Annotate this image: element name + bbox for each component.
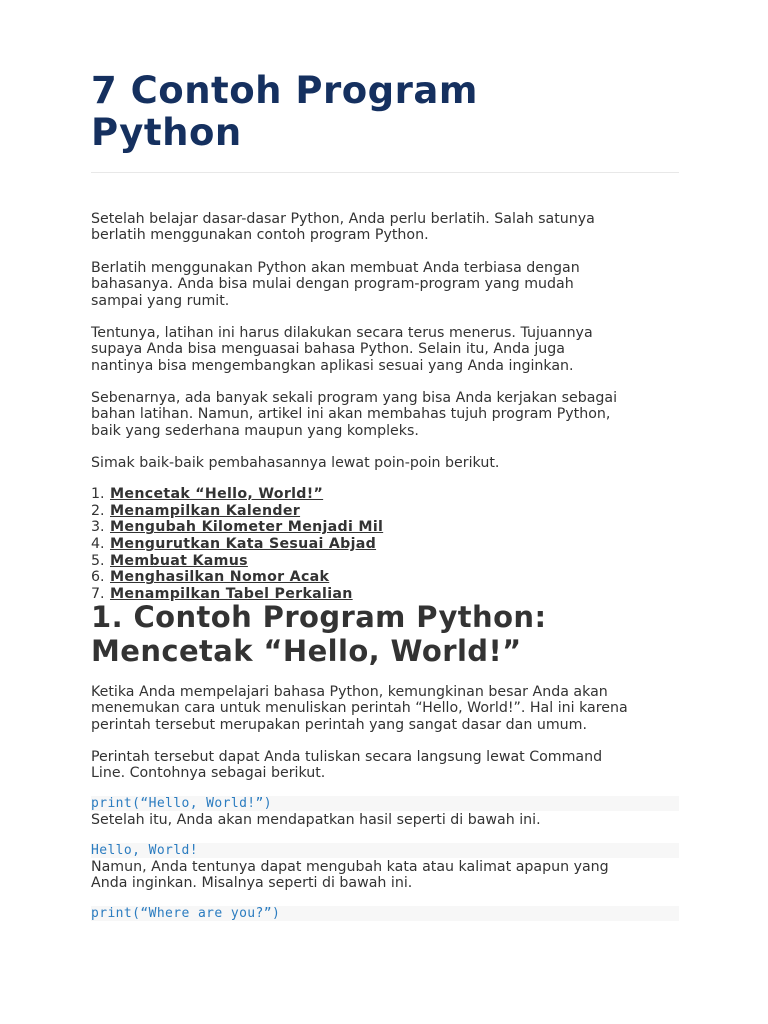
toc-item: 5. Membuat Kamus xyxy=(91,552,248,569)
intro-paragraph-2: Berlatih menggunakan Python akan membuat Anda terbiasa dengan bahasanya. Anda bisa mulai dengan program-program yang mudah sampai yang rumit. xyxy=(91,260,580,309)
section-1-title: 1. Contoh Program Python: Mencetak “Hello, World!” xyxy=(91,600,547,668)
toc-link-hello-world[interactable]: Mencetak “Hello, World!” xyxy=(110,486,324,502)
toc-link-tabel-perkalian[interactable]: Menampilkan Tabel Perkalian xyxy=(110,586,353,603)
toc-link-nomor-acak[interactable]: Menghasilkan Nomor Acak xyxy=(110,569,330,586)
toc-item: 7. Menampilkan Tabel Perkalian xyxy=(91,586,353,603)
toc-link-kalender[interactable]: Menampilkan Kalender xyxy=(110,502,301,519)
intro-paragraph-4: Sebenarnya, ada banyak sekali program yang bisa Anda kerjakan sebagai bahan latihan. Namun, artikel ini akan membahas tujuh program Python, baik yang sederhana maupun yang kompleks. xyxy=(91,390,618,439)
section-1-paragraph-2: Perintah tersebut dapat Anda tuliskan secara langsung lewat Command Line. Contohnya sebagai berikut. xyxy=(91,749,603,782)
section-1-paragraph-4: Namun, Anda tentunya dapat mengubah kata atau kalimat apapun yang Anda inginkan. Misalnya seperti di bawah ini. xyxy=(91,859,609,892)
code-block-print-where: print(“Where are you?”) xyxy=(91,906,679,921)
title-divider xyxy=(91,172,679,173)
code-block-output-hello: Hello, World! xyxy=(91,843,679,858)
section-1-paragraph-1: Ketika Anda mempelajari bahasa Python, kemungkinan besar Anda akan menemukan cara untuk menuliskan perintah “Hello, World!”. Hal ini karena perintah tersebut merupakan perintah yang sangat dasar dan umum. xyxy=(91,684,628,733)
toc-link-kamus[interactable]: Membuat Kamus xyxy=(110,552,248,569)
toc-link-urutkan-kata[interactable]: Mengurutkan Kata Sesuai Abjad xyxy=(110,536,377,553)
toc-item: 3. Mengubah Kilometer Menjadi Mil xyxy=(91,519,384,536)
intro-paragraph-3: Tentunya, latihan ini harus dilakukan secara terus menerus. Tujuannya supaya Anda bisa menguasai bahasa Python. Selain itu, Anda juga nantinya bisa mengembangkan aplikasi sesuai yang Anda inginkan. xyxy=(91,325,593,374)
toc-item: 1. Mencetak “Hello, World!” xyxy=(91,486,324,502)
section-1-paragraph-3: Setelah itu, Anda akan mendapatkan hasil seperti di bawah ini. xyxy=(91,812,541,828)
page-title-line-1: 7 Contoh Program xyxy=(91,69,478,112)
page-title-line-2: Python xyxy=(91,111,242,154)
table-of-contents xyxy=(91,486,383,603)
toc-link-kilometer-mil[interactable]: Mengubah Kilometer Menjadi Mil xyxy=(110,519,384,536)
toc-item: 6. Menghasilkan Nomor Acak xyxy=(91,569,330,586)
page-title xyxy=(91,70,478,154)
intro-paragraph-5: Simak baik-baik pembahasannya lewat poin-poin berikut. xyxy=(91,455,500,471)
intro-paragraph-1: Setelah belajar dasar-dasar Python, Anda perlu berlatih. Salah satunya berlatih menggunakan contoh program Python. xyxy=(91,211,595,244)
toc-item: 4. Mengurutkan Kata Sesuai Abjad xyxy=(91,536,377,553)
toc-item: 2. Menampilkan Kalender xyxy=(91,502,301,519)
code-block-print-hello: print(“Hello, World!”) xyxy=(91,796,679,811)
